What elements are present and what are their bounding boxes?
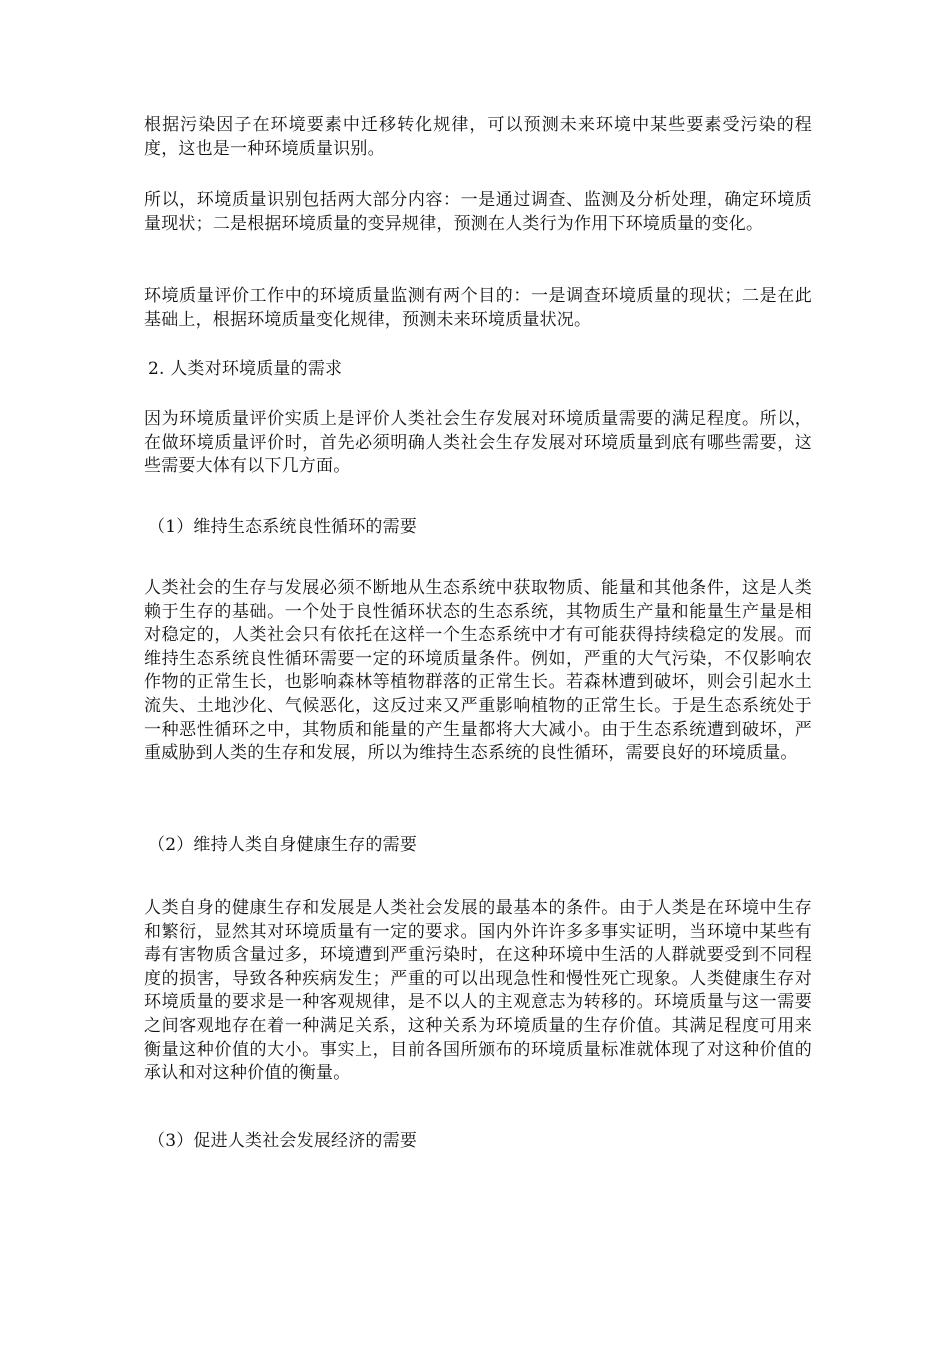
- paragraph-monitoring-purpose: 环境质量评价工作中的环境质量监测有两个目的：一是调查环境质量的现状；二是在此基础上，根据环境质量变化规律，预测未来环境质量状况。: [144, 286, 812, 330]
- paragraph-evaluation-essence: 因为环境质量评价实质上是评价人类社会生存发展对环境质量需要的满足程度。所以，在做环境质量评价时，首先必须明确人类社会生存发展对环境质量到底有哪些需要，这些需要大体有以下几方面。: [144, 409, 812, 477]
- paragraph-quality-identification: 所以，环境质量识别包括两大部分内容：一是通过调查、监测及分析处理，确定环境质量现状；二是根据环境质量的变异规律，预测在人类行为作用下环境质量的变化。: [144, 190, 812, 234]
- paragraph-human-health: 人类自身的健康生存和发展是人类社会发展的最基本的条件。由于人类是在环境中生存和繁衍，显然其对环境质量有一定的要求。国内外许许多多事实证明，当环境中某些有毒有害物质含量过多，环境遭到严重污染时，在这种环境中生活的人群就要受到不同程度的损害，导致各种疾病发生；严重的可以出现急性和慢性死亡现象。人类健康生存对环境质量的要求是一种客观规律，是不以人的主观意志为转移的。环境质量与这一需要之间客观地存在着一种满足关系，这种关系为环境质量的生存价值。其满足程度可用来衡量这种价值的大小。事实上，目前各国所颁布的环境质量标准就体现了对这种价值的承认和对这种价值的衡量。: [144, 898, 812, 1084]
- section-heading-human-needs: 2. 人类对环境质量的需求: [148, 359, 343, 379]
- paragraph-pollution-prediction: 根据污染因子在环境要素中迁移转化规律，可以预测未来环境中某些要素受污染的程度，这也是一种环境质量识别。: [144, 115, 812, 159]
- subheading-economic-development: （3）促进人类社会发展经济的需要: [148, 1131, 418, 1151]
- subheading-human-health: （2）维持人类自身健康生存的需要: [148, 835, 418, 855]
- subheading-ecosystem-cycle: （1）维持生态系统良性循环的需要: [148, 517, 418, 537]
- paragraph-ecosystem-cycle: 人类社会的生存与发展必须不断地从生态系统中获取物质、能量和其他条件，这是人类赖于生存的基础。一个处于良性循环状态的生态系统，其物质生产量和能量生产量是相对稳定的，人类社会只有依托在这样一个生态系统中才有可能获得持续稳定的发展。而维持生态系统良性循环需要一定的环境质量条件。例如，严重的大气污染，不仅影响农作物的正常生长，也影响森林等植物群落的正常生长。若森林遭到破坏，则会引起水土流失、土地沙化、气候恶化，这反过来又严重影响植物的正常生长。于是生态系统处于一种恶性循环之中，其物质和能量的产生量都将大大减小。由于生态系统遭到破坏，严重威胁到人类的生存和发展，所以为维持生态系统的良性循环，需要良好的环境质量。: [144, 578, 812, 764]
